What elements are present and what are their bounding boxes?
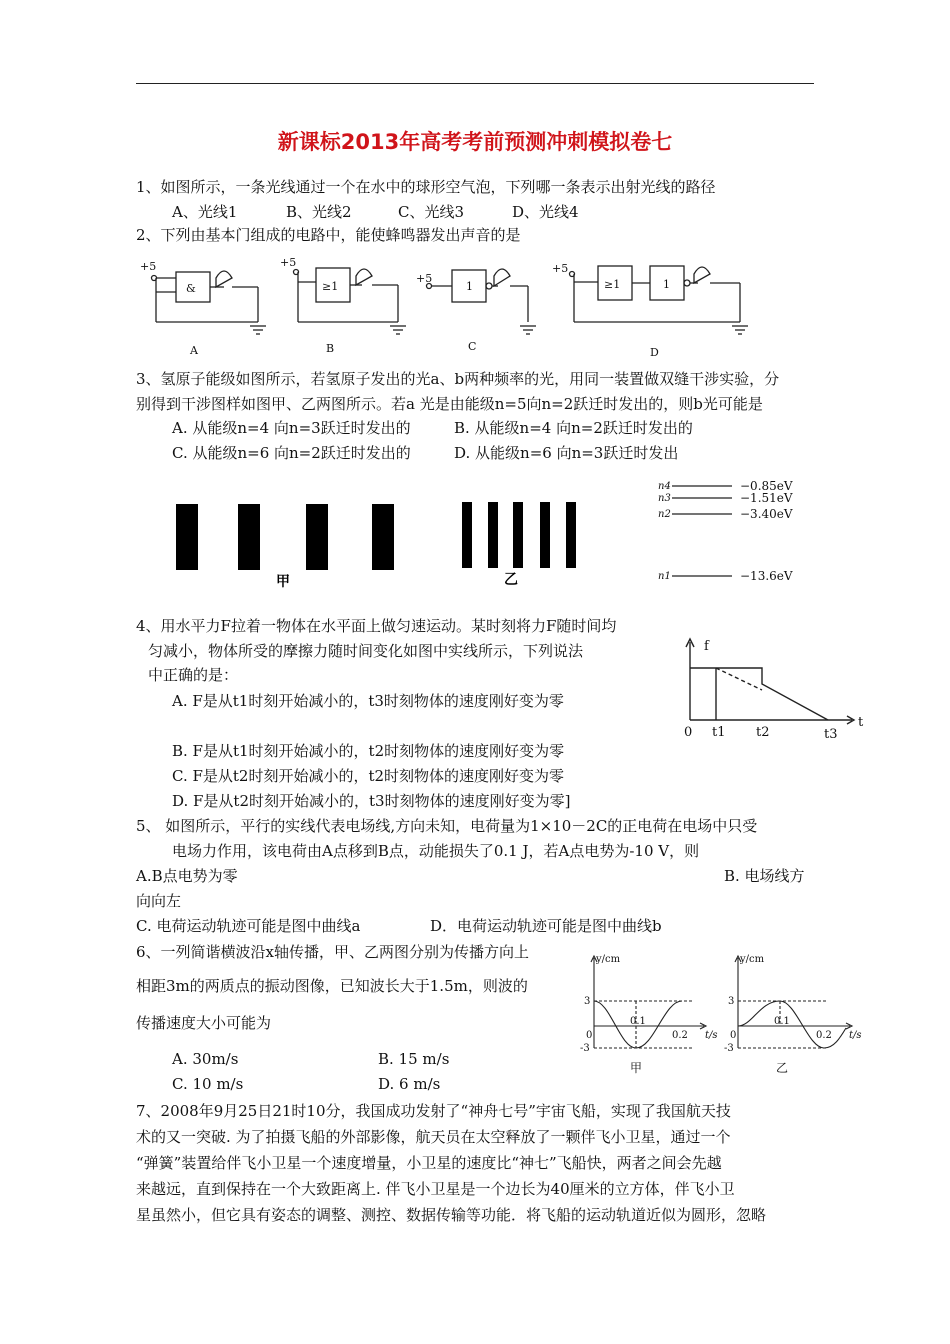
page-title: 新课标2013年高考考前预测冲刺模拟卷七 [277,130,673,154]
circuit-b [294,268,407,334]
q6-option-a: A. 30m/s [172,1050,239,1068]
q4-friction-graph [676,634,872,746]
graph-yi-neg-amp: -3 [724,1043,734,1054]
q4-line-3: 中正确的是： [148,666,239,684]
q6-option-d: D. 6 m/s [378,1075,441,1093]
graph-jia-ylabel: y/cm [596,954,621,965]
pattern-label-yi: 乙 [504,572,518,588]
q6-line-1: 6、一列简谐横波沿x轴传播，甲、乙两图分别为传播方向上 [136,943,530,961]
level-n3-energy: −1.51eV [740,491,793,505]
graph-yi-origin: 0 [730,1030,737,1041]
circuit-b-label: B [326,342,335,355]
q3-option-d: D. 从能级n=6 向n=3跃迁时发出 [454,444,679,462]
circuit-a-label: A [190,344,198,357]
q1-option-a: A、光线1 [172,203,238,221]
q1-option-d: D、光线4 [512,203,579,221]
q7-line-1: 7、2008年9月25日21时10分，我国成功发射了“神舟七号”宇宙飞船，实现了我国航天技 [136,1102,731,1120]
q2-circuits-figure [136,252,776,362]
q6-line-2: 相距3m的两质点的振动图像，已知波长大于1.5m，则波的 [136,977,528,995]
q5-line-1: 5、 如图所示，平行的实线代表电场线,方向未知，电荷量为1×10－2C的正电荷在电场中只受 [136,817,758,835]
graph-yi-t2: 0.2 [816,1030,832,1041]
q5-option-b-line-1: B. 电场线方 [724,867,805,885]
circuit-c-label: C [468,340,477,353]
level-n2-energy: −3.40eV [740,507,793,521]
q3-option-b: B. 从能级n=4 向n=2跃迁时发出的 [454,419,693,437]
pattern-label-jia: 甲 [276,574,290,590]
circuit-a-gate: & [186,282,196,295]
q3-line-2: 别得到干涉图样如图甲、乙两图所示。若a 光是由能级n=5向n=2跃迁时发出的，则b光可能是 [136,395,763,413]
graph-yi [735,956,852,1048]
circuit-b-gate: ≥1 [322,280,339,293]
q6-option-c: C. 10 m/s [172,1075,244,1093]
graph-yi-xlabel: t/s [849,1030,862,1041]
q3-line-1: 3、氢原子能级如图所示，若氢原子发出的光a、b两种频率的光，用同一装置做双缝干涉实验，分 [136,370,780,388]
q4-line-1: 4、用水平力F拉着一物体在水平面上做匀速运动。某时刻将力F随时间均 [136,617,617,635]
q6-option-b: B. 15 m/s [378,1050,450,1068]
circuit-c-supply: +5 [416,272,433,285]
graph-yi-ylabel: y/cm [740,954,765,965]
q4-option-d: D. F是从t2时刻开始减小的，t3时刻物体的速度刚好变为零] [172,792,571,810]
q1-option-c: C、光线3 [398,203,465,221]
level-n1-label: n1 [658,571,671,582]
t2-label: t2 [756,725,770,740]
level-n3-label: n3 [658,493,671,504]
circuit-d-gate-1: ≥1 [604,278,621,291]
q3-interference-patterns [168,500,588,590]
level-n4-label: n4 [658,481,671,492]
circuit-d-label: D [650,346,659,359]
q3-option-c: C. 从能级n=6 向n=2跃迁时发出的 [172,444,411,462]
q4-option-a: A. F是从t1时刻开始减小的，t3时刻物体的速度刚好变为零 [172,692,564,710]
q5-option-c: C. 电荷运动轨迹可能是图中曲线a [136,917,361,935]
graph-jia-t1: 0.1 [630,1016,646,1027]
graph-jia [591,956,706,1048]
level-n4-energy: −0.85eV [740,479,793,493]
graph-jia-origin: 0 [586,1030,593,1041]
q7-line-4: 来越远，直到保持在一个大致距离上. 伴飞小卫星是一个边长为40厘米的立方体，伴飞小卫 [136,1180,735,1198]
q7-line-5: 星虽然小，但它具有姿态的调整、测控、数据传输等功能．将飞船的运动轨道近似为圆形，忽略 [136,1206,767,1224]
graph-jia-neg-amp: -3 [580,1043,590,1054]
graph-yi-t1: 0.1 [774,1016,790,1027]
q3-energy-level-diagram [654,478,804,588]
q6-line-3: 传播速度大小可能为 [136,1014,272,1032]
circuit-a-supply: +5 [140,260,157,273]
q7-line-3: “弹簧”装置给伴飞小卫星一个速度增量，小卫星的速度比“神七”飞船快，两者之间会先越 [136,1154,722,1172]
level-n2-label: n2 [658,509,671,520]
t3-label: t3 [824,727,838,742]
q7-line-2: 术的又一突破. 为了拍摄飞船的外部影像，航天员在太空释放了一颗伴飞小卫星，通过一个 [136,1128,731,1146]
t1-label: t1 [712,725,726,740]
level-n1-energy: −13.6eV [740,569,793,583]
graph-jia-t2: 0.2 [672,1030,688,1041]
circuit-d-gate-2: 1 [663,278,670,291]
circuit-d-supply: +5 [552,262,569,275]
t-axis-label: t [858,715,864,730]
circuit-c [427,269,537,334]
q5-option-d: D．电荷运动轨迹可能是图中曲线b [430,917,662,935]
q1-stem: 1、如图所示，一条光线通过一个在水中的球形空气泡，下列哪一条表示出射光线的路径 [136,178,716,196]
q5-option-a: A.B点电势为零 [136,867,238,885]
circuit-d [570,266,749,334]
q4-option-c: C. F是从t2时刻开始减小的，t2时刻物体的速度刚好变为零 [172,767,565,785]
q1-option-b: B、光线2 [286,203,352,221]
circuit-c-gate: 1 [466,280,473,293]
header-rule [136,83,814,84]
q2-stem: 2、下列由基本门组成的电路中，能使蜂鸣器发出声音的是 [136,226,521,244]
circuit-a [152,271,267,334]
origin-label: 0 [684,725,693,740]
graph-yi-pos-amp: 3 [728,996,735,1007]
q4-line-2: 匀减小，物体所受的摩擦力随时间变化如图中实线所示，下列说法 [148,642,584,660]
graph-jia-label: 甲 [630,1061,643,1075]
graph-jia-pos-amp: 3 [584,996,591,1007]
q5-line-2: 电场力作用，该电荷由A点移到B点，动能损失了0.1 J，若A点电势为-10 V，则 [172,842,700,860]
circuit-b-supply: +5 [280,256,297,269]
graph-jia-xlabel: t/s [705,1030,718,1041]
f-axis-label: f [704,639,709,654]
graph-yi-label: 乙 [776,1061,789,1075]
q4-option-b: B. F是从t1时刻开始减小的，t2时刻物体的速度刚好变为零 [172,742,565,760]
q6-vibration-graphs [574,948,864,1078]
q5-option-b-line-2: 向向左 [136,892,182,910]
q3-option-a: A. 从能级n=4 向n=3跃迁时发出的 [172,419,411,437]
